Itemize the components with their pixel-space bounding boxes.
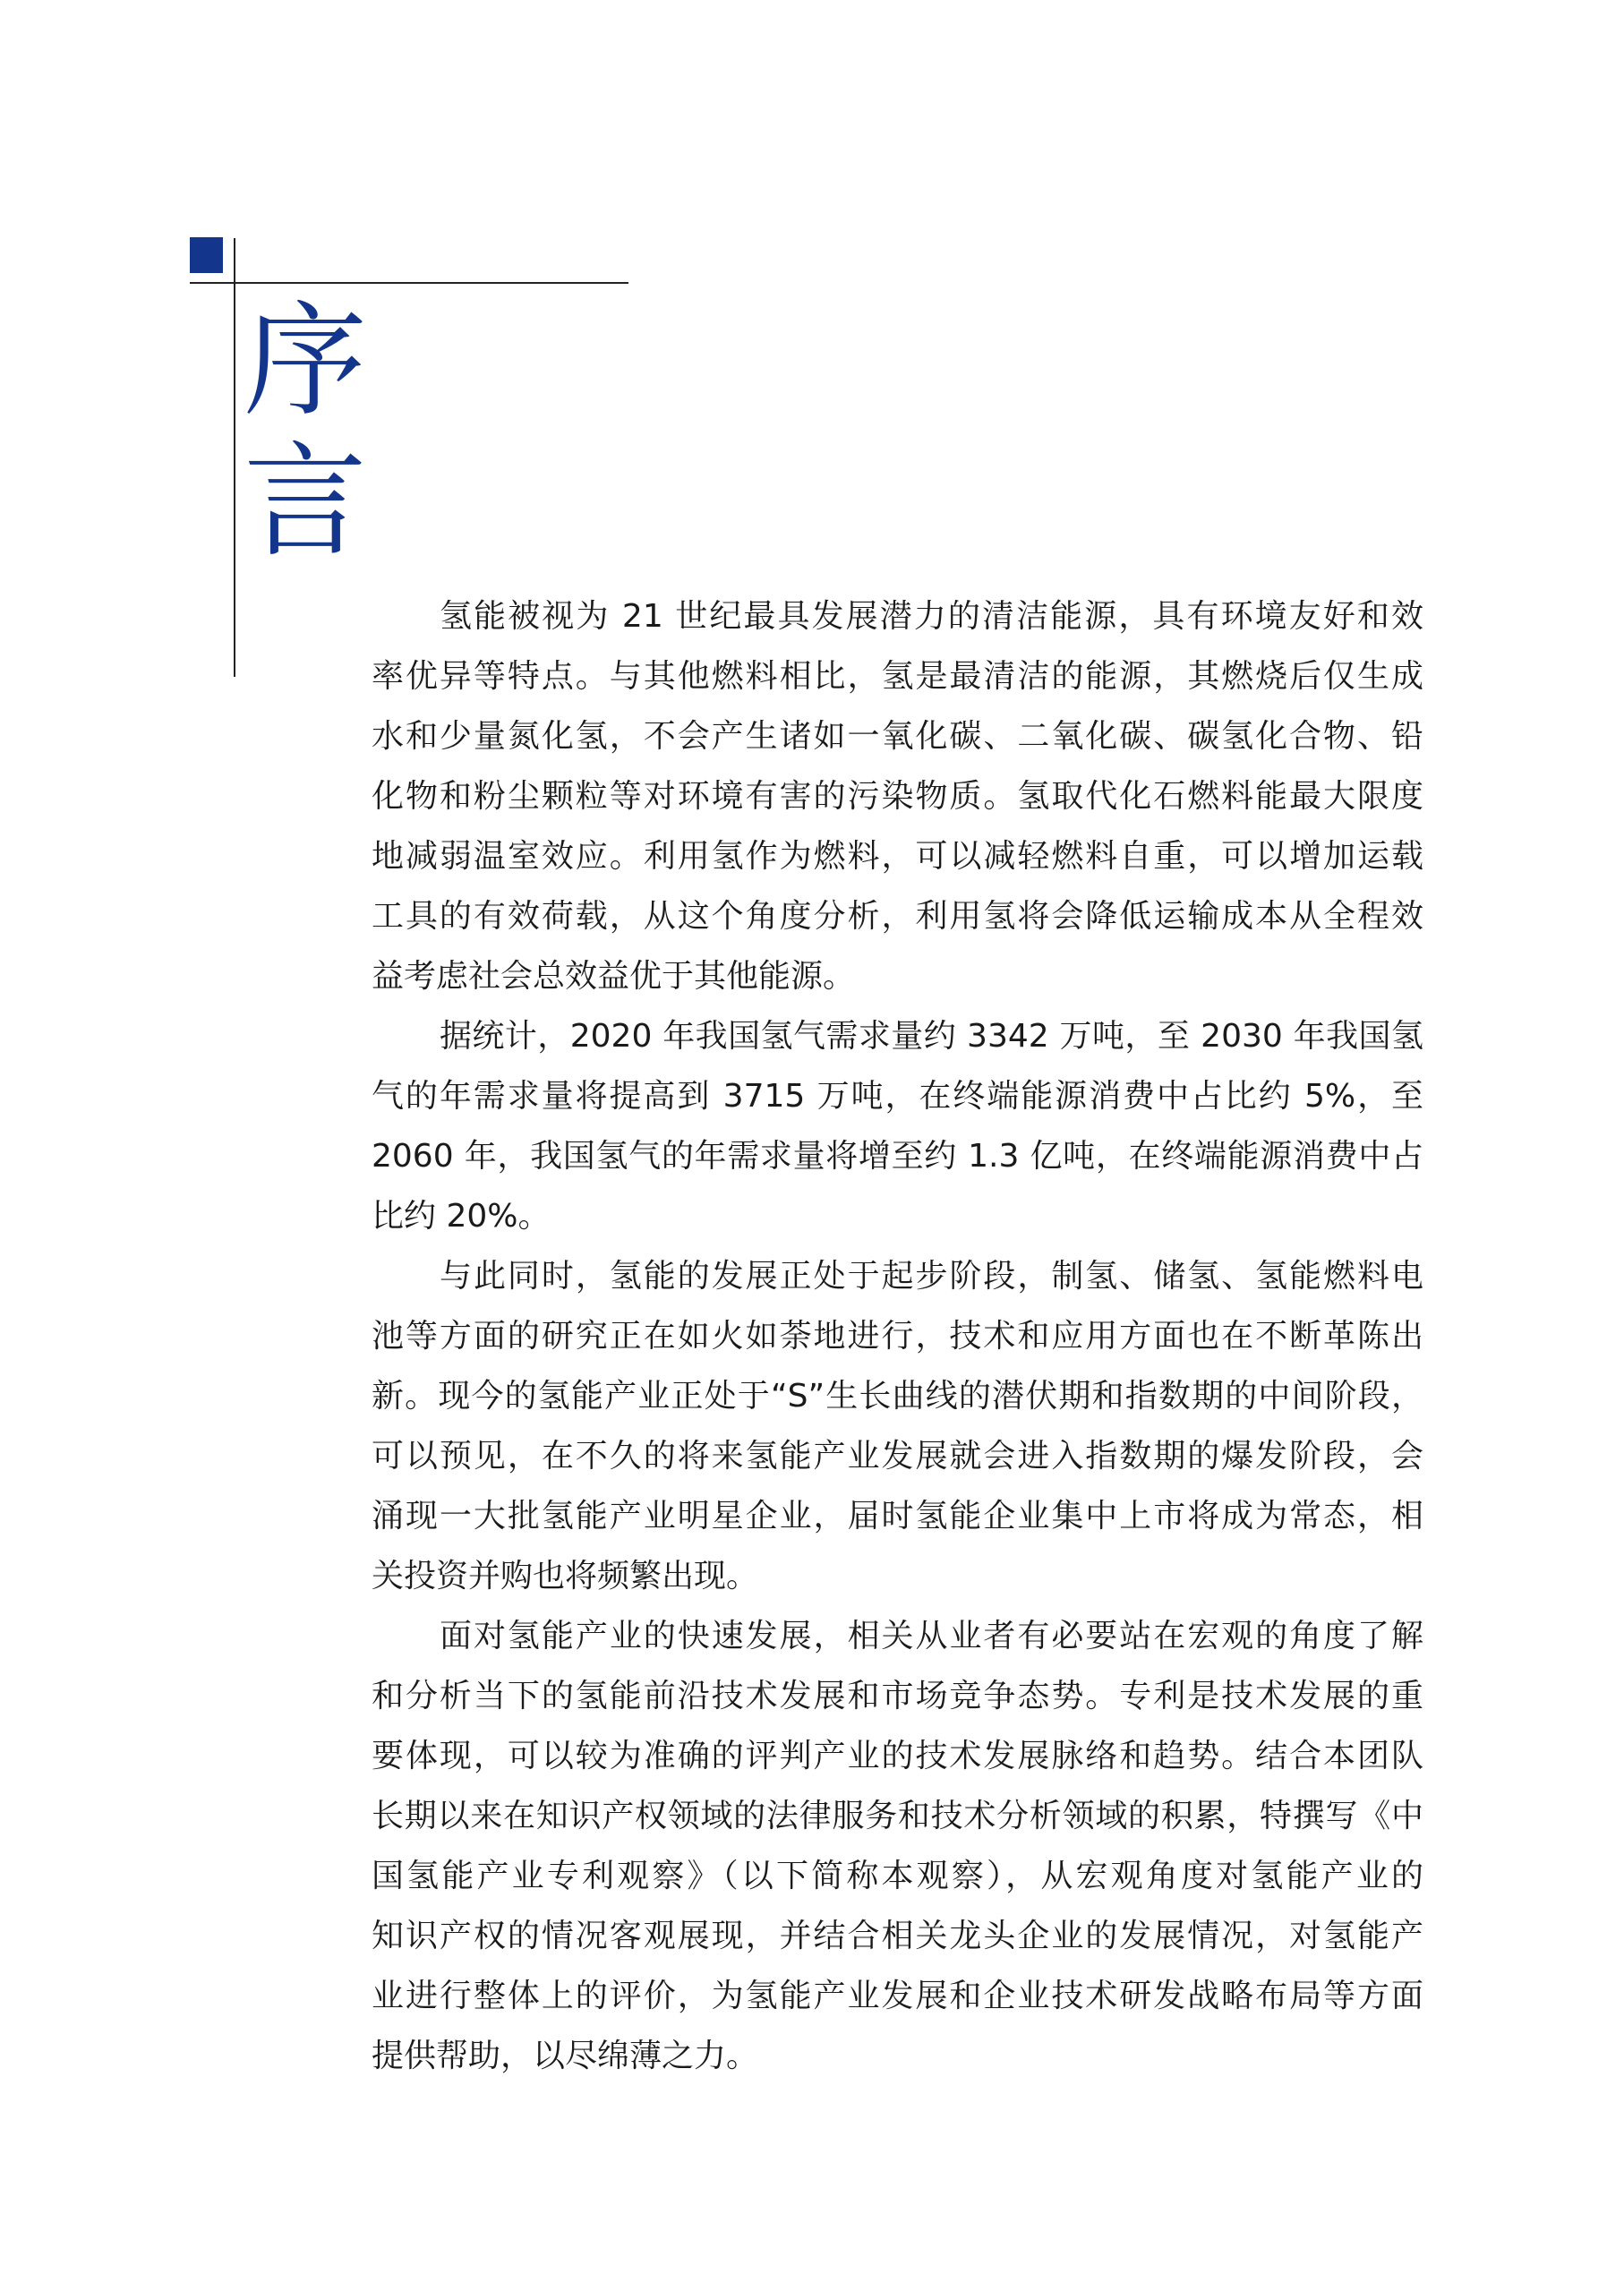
text-line: 工具的有效荷载，从这个角度分析，利用氢将会降低运输成本从全程效 [372, 898, 1423, 935]
text-line: 和分析当下的氢能前沿技术发展和市场竞争态势。专利是技术发展的重 [372, 1678, 1423, 1714]
text-line: 业进行整体上的评价，为氢能产业发展和企业技术研发战略布局等方面 [372, 1978, 1423, 2014]
text-line: 池等方面的研究正在如火如荼地进行，技术和应用方面也在不断革陈出 [372, 1318, 1423, 1355]
text-line: 益考虑社会总效益优于其他能源。 [372, 958, 856, 995]
text-line: 气的年需求量将提高到 3715 万吨，在终端能源消费中占比约 5%，至 [372, 1078, 1423, 1115]
text-line: 关投资并购也将频繁出现。 [372, 1558, 759, 1594]
text-line: 与此同时，氢能的发展正处于起步阶段，制氢、储氢、氢能燃料电 [440, 1258, 1423, 1295]
paragraph [372, 1246, 1423, 1606]
text-line: 水和少量氮化氢，不会产生诸如一氧化碳、二氧化碳、碳氢化合物、铅 [372, 718, 1423, 755]
text-line: 比约 20%。 [372, 1198, 551, 1235]
horizontal-rule [190, 282, 628, 284]
paragraph [372, 1606, 1423, 2086]
text-line: 涌现一大批氢能产业明星企业，届时氢能企业集中上市将成为常态，相 [372, 1498, 1423, 1534]
vertical-rule [234, 238, 235, 677]
text-line: 新。现今的氢能产业正处于“S”生长曲线的潜伏期和指数期的中间阶段， [372, 1378, 1423, 1415]
text-line: 可以预见，在不久的将来氢能产业发展就会进入指数期的爆发阶段，会 [372, 1438, 1423, 1475]
page-title-char-1: 序 [244, 289, 368, 433]
text-line: 提供帮助，以尽绵薄之力。 [372, 2038, 759, 2074]
text-line: 知识产权的情况客观展现，并结合相关龙头企业的发展情况，对氢能产 [372, 1918, 1423, 1954]
preface-body [372, 586, 1423, 2086]
text-line: 国氢能产业专利观察》（以下简称本观察），从宏观角度对氢能产业的 [372, 1858, 1423, 1894]
page-title-char-2: 言 [244, 430, 368, 574]
text-line: 氢能被视为 21 世纪最具发展潜力的清洁能源，具有环境友好和效 [440, 598, 1423, 635]
text-line: 面对氢能产业的快速发展，相关从业者有必要站在宏观的角度了解 [440, 1618, 1423, 1654]
paragraph [372, 1006, 1423, 1246]
text-line: 率优异等特点。与其他燃料相比，氢是最清洁的能源，其燃烧后仅生成 [372, 658, 1423, 695]
text-line: 2060 年，我国氢气的年需求量将增至约 1.3 亿吨，在终端能源消费中占 [372, 1138, 1423, 1175]
decorative-square [190, 237, 223, 273]
text-line: 长期以来在知识产权领域的法律服务和技术分析领域的积累，特撰写《中 [372, 1798, 1423, 1834]
text-line: 地减弱温室效应。利用氢作为燃料，可以减轻燃料自重，可以增加运载 [372, 838, 1423, 875]
text-line: 化物和粉尘颗粒等对环境有害的污染物质。氢取代化石燃料能最大限度 [372, 778, 1423, 815]
text-line: 要体现，可以较为准确的评判产业的技术发展脉络和趋势。结合本团队 [372, 1738, 1423, 1774]
text-line: 据统计，2020 年我国氢气需求量约 3342 万吨，至 2030 年我国氢 [440, 1018, 1423, 1055]
paragraph [372, 586, 1423, 1006]
